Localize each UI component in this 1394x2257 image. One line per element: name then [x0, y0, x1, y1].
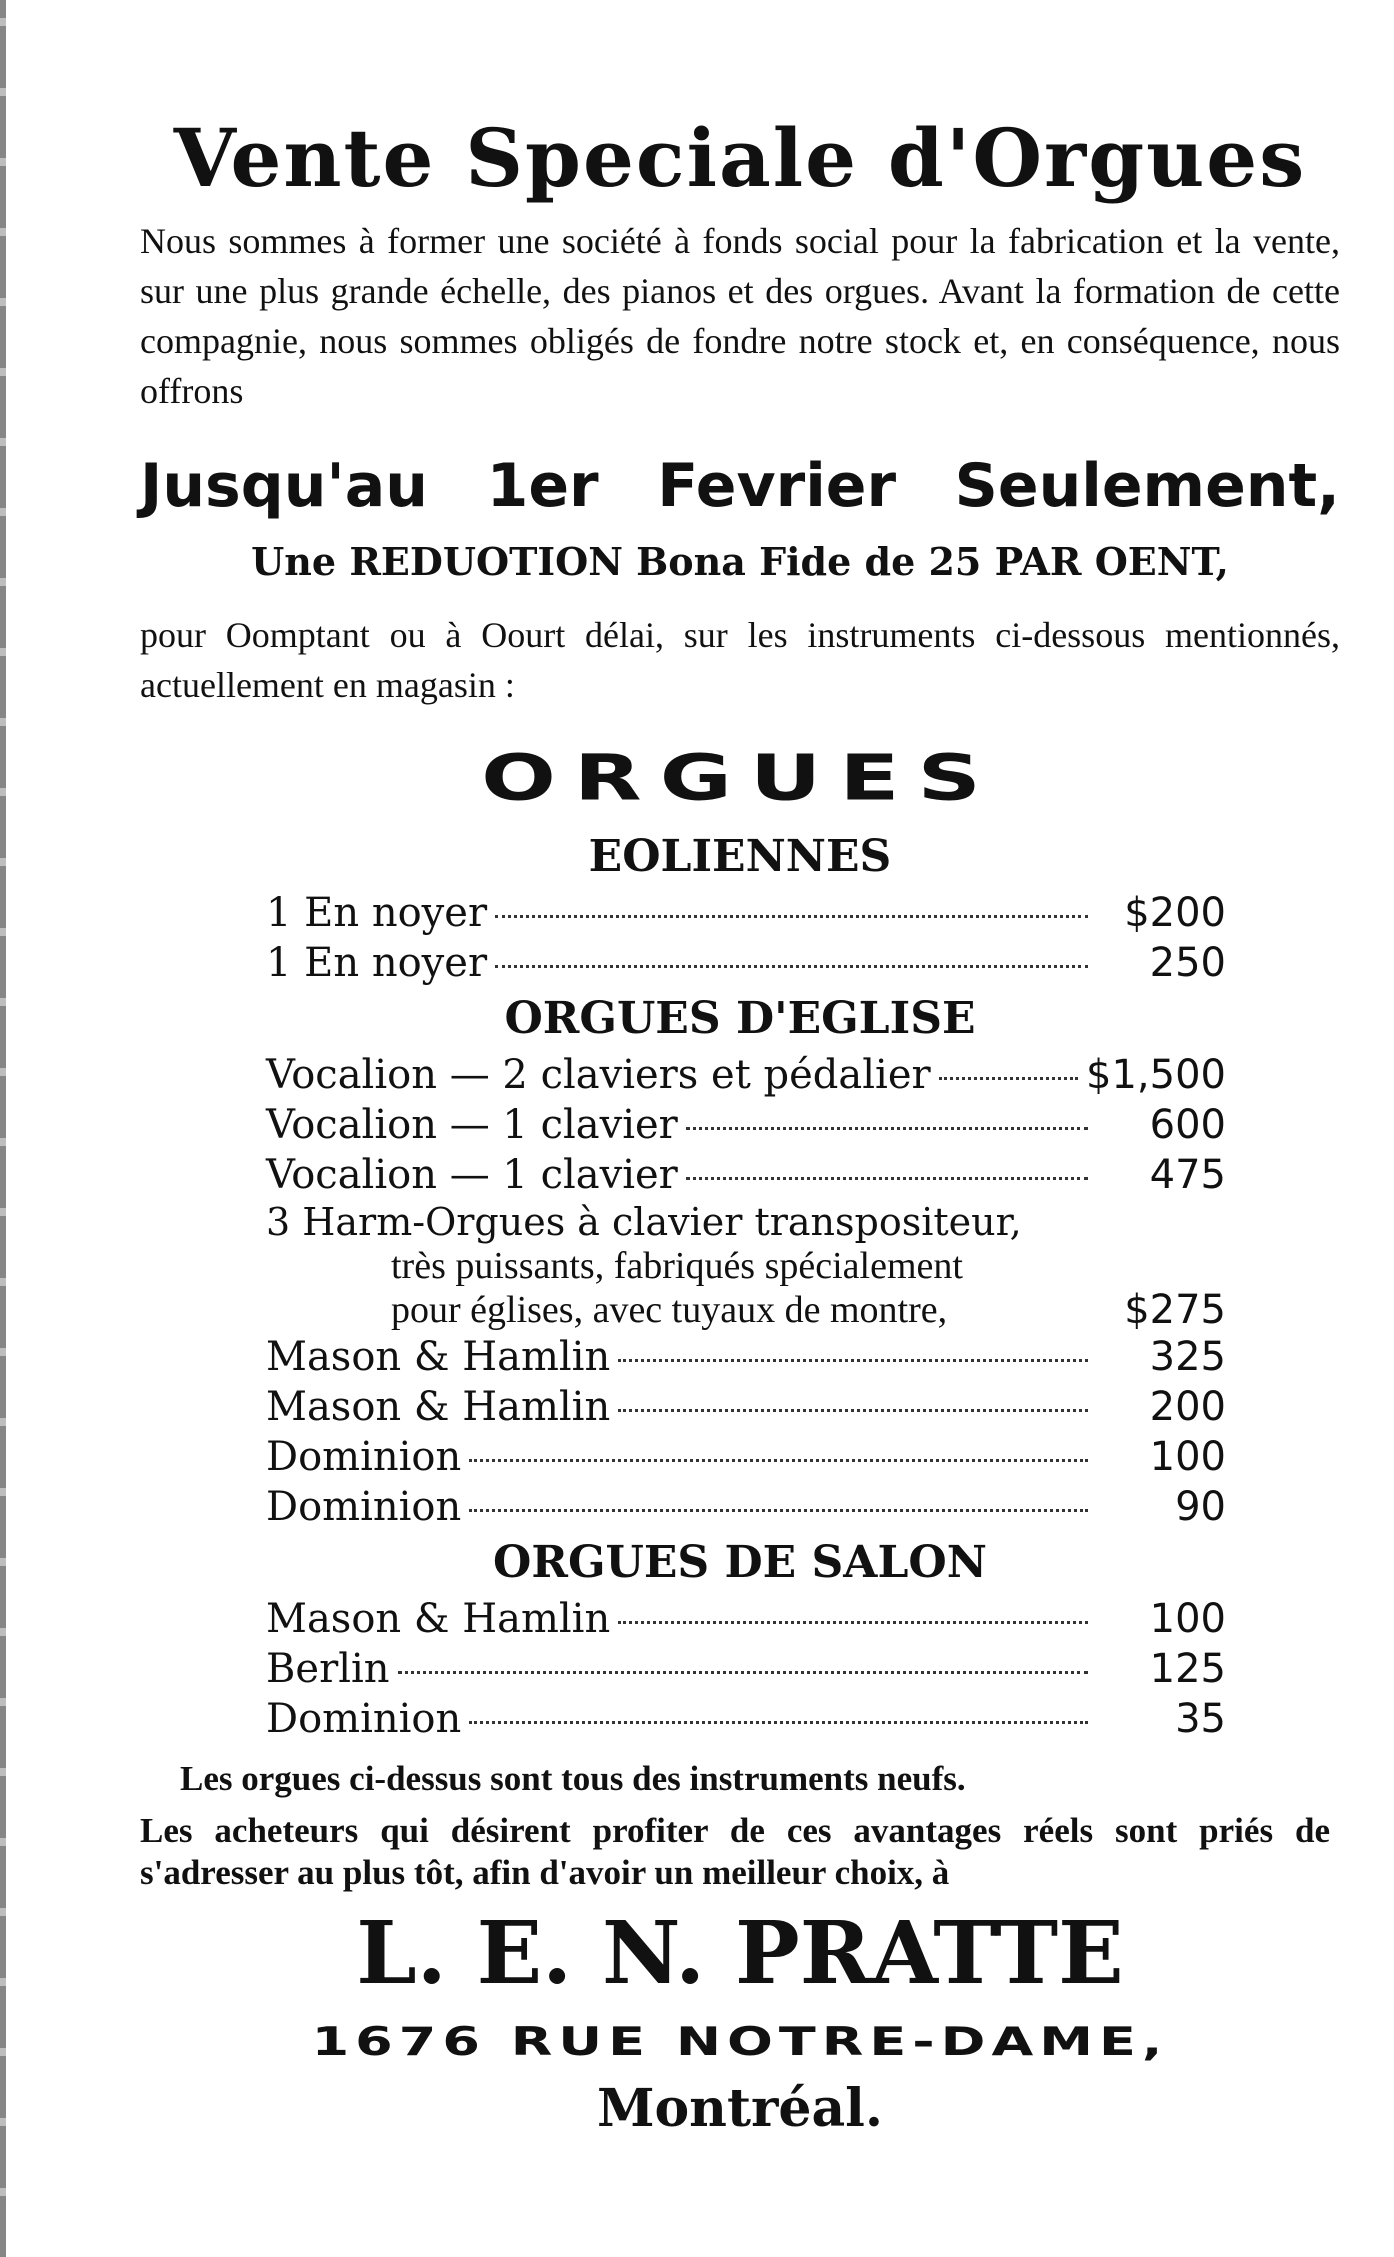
- leader-dots: [618, 1621, 1088, 1624]
- price-row: [266, 1644, 1226, 1694]
- price-row: [266, 1694, 1226, 1744]
- item-price: 100: [1149, 1434, 1226, 1480]
- item-price: $275: [1124, 1287, 1226, 1333]
- item-price: 325: [1149, 1334, 1226, 1380]
- item-name: Dominion: [266, 1696, 462, 1742]
- item-name: Vocalion — 1 clavier: [266, 1152, 678, 1198]
- item-price: 100: [1149, 1596, 1226, 1642]
- merchant-address: 1676 RUE NOTRE-DAME,: [311, 2018, 1169, 2065]
- leader-dots: [495, 915, 1088, 918]
- headline-word: Fevrier: [657, 451, 897, 521]
- deadline-headline: [140, 446, 1340, 526]
- item-name: 1 En noyer: [266, 940, 488, 986]
- new-instruments-note: Les orgues ci-dessus sont tous des instruments neufs.: [180, 1759, 966, 1798]
- price-row: [266, 1332, 1226, 1382]
- heading-eoliennes: EOLIENNES: [588, 831, 892, 882]
- item-price: 250: [1149, 940, 1226, 986]
- item-name: Vocalion — 2 claviers et pédalier: [266, 1052, 931, 1098]
- merchant-name: L. E. N. PRATTE: [356, 1903, 1124, 2004]
- headline-word: Seulement,: [954, 451, 1340, 521]
- list-eoliennes: [266, 888, 1226, 988]
- item-price: 475: [1149, 1152, 1226, 1198]
- item-price: 600: [1149, 1102, 1226, 1148]
- price-row: [266, 1050, 1226, 1100]
- price-row: [266, 1150, 1226, 1200]
- leader-dots: [398, 1671, 1088, 1674]
- harm-line-2: très puissants, fabriqués spécialement: [391, 1245, 963, 1287]
- price-row: [266, 938, 1226, 988]
- reduction-line: Une REDUOTION Bona Fide de 25 PAR OENT,: [251, 539, 1229, 584]
- intro-paragraph: Nous sommes à former une société à fonds social pour la fabrication et la vente, sur une plus grande échelle, des pianos et des orgues. Avant la formation de cette compagnie, nous sommes obligés de fondre notre stock et, en conséquence, nous offrons: [140, 221, 1340, 411]
- section-title-orgues: ORGUES: [481, 740, 999, 815]
- harm-line-3-row: [266, 1288, 1226, 1332]
- headline-word: 1er: [486, 451, 599, 521]
- leader-dots: [469, 1459, 1088, 1462]
- leader-dots: [469, 1509, 1088, 1512]
- heading-eglise: ORGUES D'EGLISE: [504, 993, 976, 1044]
- terms-paragraph: pour Oomptant ou à Oourt délai, sur les instruments ci-dessous mentionnés, actuellement en magasin :: [140, 615, 1340, 705]
- leader-dots: [618, 1359, 1088, 1362]
- list-salon: [266, 1594, 1226, 1744]
- item-name: Mason & Hamlin: [266, 1384, 611, 1430]
- harm-line-1: 3 Harm-Orgues à clavier transpositeur,: [266, 1200, 1022, 1244]
- leader-dots: [686, 1177, 1088, 1180]
- item-name: Mason & Hamlin: [266, 1334, 611, 1380]
- price-row: [266, 1382, 1226, 1432]
- item-price: 200: [1149, 1384, 1226, 1430]
- price-row: [266, 1100, 1226, 1150]
- leader-dots: [495, 965, 1088, 968]
- leader-dots: [939, 1077, 1078, 1080]
- price-row: [266, 888, 1226, 938]
- item-price: $200: [1124, 890, 1226, 936]
- merchant-city: Montréal.: [596, 2078, 884, 2139]
- item-name: Vocalion — 1 clavier: [266, 1102, 678, 1148]
- ad-title: Vente Speciale d'Orgues: [173, 111, 1307, 205]
- heading-salon: ORGUES DE SALON: [493, 1537, 987, 1588]
- price-row: [266, 1482, 1226, 1532]
- harm-line-3: pour églises, avec tuyaux de montre,: [391, 1289, 948, 1331]
- buyers-note: Les acheteurs qui désirent profiter de ces avantages réels sont priés de s'adresser au plus tôt, afin d'avoir un meilleur choix, à: [140, 1811, 1330, 1892]
- list-eglise: [266, 1050, 1226, 1532]
- leader-dots: [469, 1721, 1088, 1724]
- item-price: 125: [1149, 1646, 1226, 1692]
- leader-dots: [618, 1409, 1088, 1412]
- price-row: [266, 1432, 1226, 1482]
- page-edge-rule: [0, 0, 6, 2257]
- price-row: [266, 1594, 1226, 1644]
- item-price: $1,500: [1086, 1052, 1226, 1098]
- item-name: Dominion: [266, 1484, 462, 1530]
- item-name: Dominion: [266, 1434, 462, 1480]
- item-price: 90: [1175, 1484, 1226, 1530]
- item-name: Mason & Hamlin: [266, 1596, 611, 1642]
- advertisement: [130, 110, 1350, 2144]
- item-name: Berlin: [266, 1646, 390, 1692]
- item-name: 1 En noyer: [266, 890, 488, 936]
- item-price: 35: [1175, 1696, 1226, 1742]
- headline-word: Jusqu'au: [140, 451, 428, 521]
- harm-orgues-entry: [266, 1200, 1226, 1332]
- leader-dots: [686, 1127, 1088, 1130]
